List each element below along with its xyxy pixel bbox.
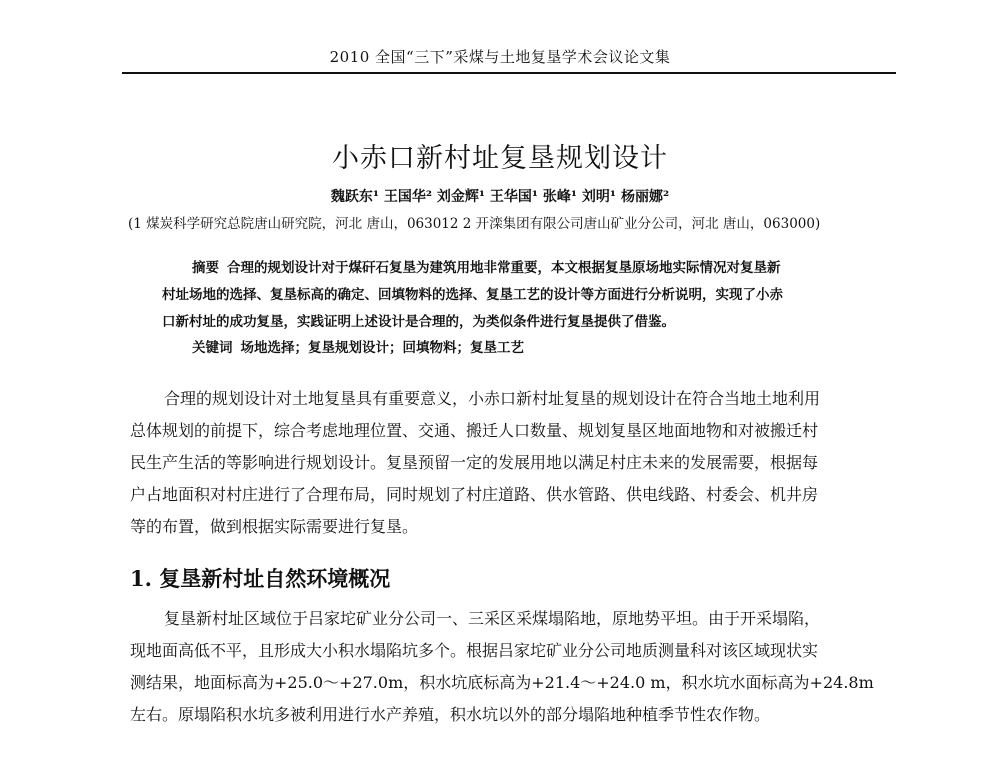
section-heading: 1. 复垦新村址自然环境概况 [130, 566, 391, 591]
abstract-text: 合理的规划设计对于煤矸石复垦为建筑用地非常重要，本文根据复垦原场地实际情况对复垦新 [227, 260, 781, 276]
abstract-line [162, 255, 882, 282]
keywords [192, 336, 524, 356]
abstract-label: 摘要 [192, 260, 219, 276]
header-rule [122, 72, 896, 74]
paragraph-line: 合理的规划设计对土地复垦具有重要意义，小赤口新村址复垦的规划设计在符合当地土地利用 [164, 389, 821, 408]
paragraph-line: 等的布置，做到根据实际需要进行复垦。 [130, 517, 419, 536]
author-list: 魏跃东¹ 王国华² 刘金辉¹ 王华国¹ 张峰¹ 刘明¹ 杨丽娜² [330, 189, 670, 205]
keywords-label: 关键词 [192, 340, 233, 356]
running-header: 2010 全国“三下”采煤与土地复垦学术会议论文集 [329, 48, 671, 66]
abstract-line: 村址场地的选择、复垦标高的确定、回填物料的选择、复垦工艺的设计等方面进行分析说明，实现了小赤 [162, 287, 783, 303]
section1-paragraph [130, 603, 900, 731]
intro-paragraph [130, 383, 900, 543]
keywords-text: 场地选择；复垦规划设计；回填物料；复垦工艺 [240, 340, 524, 356]
abstract-line: 口新村址的成功复垦，实践证明上述设计是合理的，为类似条件进行复垦提供了借鉴。 [162, 314, 675, 330]
paragraph-line: 民生产生活的等影响进行规划设计。复垦预留一定的发展用地以满足村庄未来的发展需要，根据每 [130, 453, 819, 472]
paragraph-line: 左右。原塌陷积水坑多被利用进行水产养殖，积水坑以外的部分塌陷地种植季节性农作物。 [130, 705, 771, 724]
abstract [162, 255, 882, 336]
affiliation: (1 煤炭科学研究总院唐山研究院，河北 唐山，063012 2 开滦集团有限公司唐山矿业分公司，河北 唐山，063000) [128, 216, 821, 232]
paragraph-line: 总体规划的前提下，综合考虑地理位置、交通、搬迁人口数量、规划复垦区地面地物和对被搬迁村 [130, 421, 819, 440]
paragraph-line: 复垦新村址区域位于吕家坨矿业分公司一、三采区采煤塌陷地，原地势平坦。由于开采塌陷， [164, 609, 821, 628]
paragraph-line: 现地面高低不平，且形成大小积水塌陷坑多个。根据吕家坨矿业分公司地质测量科对该区域现状实 [130, 641, 819, 660]
paragraph-line: 户占地面积对村庄进行了合理布局，同时规划了村庄道路、供水管路、供电线路、村委会、机井房 [130, 485, 819, 504]
paper-title: 小赤口新村址复垦规划设计 [332, 143, 668, 174]
paragraph-line: 测结果，地面标高为+25.0～+27.0m，积水坑底标高为+21.4～+24.0 m，积水坑水面标高为+24.8m [130, 673, 874, 692]
